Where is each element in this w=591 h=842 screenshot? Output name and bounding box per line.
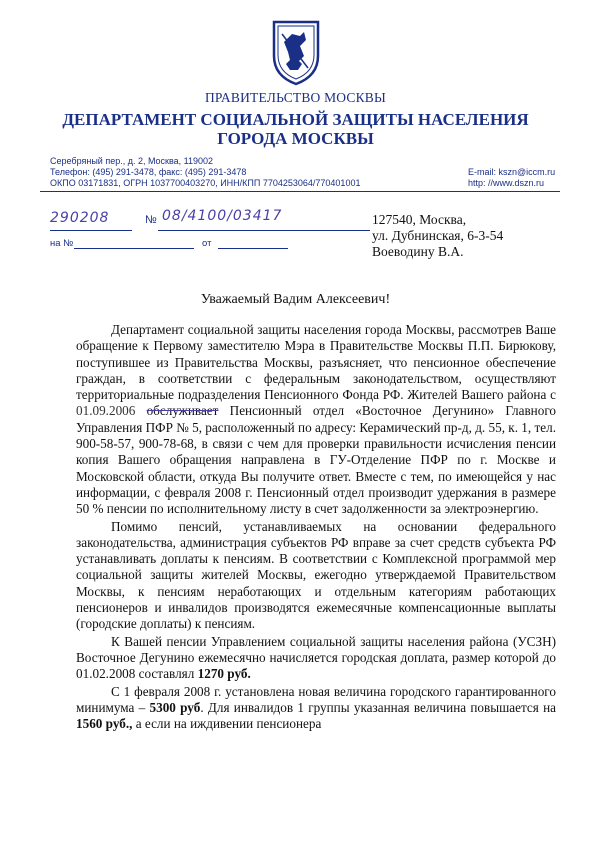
outgoing-date: 290208 xyxy=(50,210,110,226)
p1-space xyxy=(135,403,146,418)
registry-codes: ОКПО 03171831, ОГРН 1037700403270, ИНН/КПП 7704253064/770401001 xyxy=(50,178,361,188)
addressee-name: Воеводину В.А. xyxy=(372,244,464,259)
department-title xyxy=(0,110,591,148)
reference-number-label: на № xyxy=(50,238,74,249)
p1-text-c: Пенсионный отдел «Восточное Дегунино» Главного Управления ПФР № 5, расположенный по адресу: Керамический пр-д, д. 55, к. 1, тел. 900-58-57, 900-78-68, в связи с чем для проверки правильности исчисления пенсии копия Вашего обращения направлена в ГУ-Отделение ПФР по г. Москве и Московской области, откуда Вы получите ответ. Вместе с тем, по имеющейся у нас информации, с февраля 2008 г. Пенсионный отдел производит удержания в размере 50 % пенсии по исполнительному листу в счет задолженности за электроэнергию. xyxy=(76,403,557,517)
paragraph-3 xyxy=(76,634,556,683)
p4-text-a: С 1 февраля 2008 г. установлена новая величина городского гарантированного минимума – xyxy=(76,683,556,715)
number-underline xyxy=(158,230,370,231)
paragraph-4 xyxy=(76,684,556,733)
email-address: E-mail: kszn@iccm.ru xyxy=(468,167,556,177)
addressee-postal: 127540, Москва, xyxy=(372,212,467,227)
reference-date-label: от xyxy=(202,238,212,249)
outgoing-number: 08/4100/03417 xyxy=(162,208,283,224)
header-divider xyxy=(40,191,560,192)
government-title: ПРАВИТЕЛЬСТВО МОСКВЫ xyxy=(204,90,386,105)
p4-increase-amount: 1560 руб., xyxy=(76,716,133,732)
p4-minimum-amount: 5300 руб xyxy=(149,699,201,715)
p1-struck-word: обслуживает xyxy=(146,403,219,419)
department-title-line1: ДЕПАРТАМЕНТ СОЦИАЛЬНОЙ ЗАЩИТЫ НАСЕЛЕНИЯ xyxy=(62,110,529,129)
reference-line xyxy=(50,238,350,256)
paragraph-2: Помимо пенсий, устанавливаемых на основании федерального законодательства, администрация субъектов РФ вправе за счет средств субъекта РФ устанавливать доплаты к пенсиям. В соответствии с Комплексной программой мер социальной защиты жителей Москвы, ежегодно утверждаемой Правительством Москвы, к пенсиям неработающих и отдельным категориям работающих пенсионеров и инвалидов производятся ежемесячные компенсационные выплаты (городские доплаты) к пенсиям. xyxy=(76,518,556,632)
p4-text-c: а если на иждивении пенсионера xyxy=(132,716,322,732)
date-underline xyxy=(50,230,132,231)
department-title-line2: ГОРОДА МОСКВЫ xyxy=(217,129,374,148)
website: http: //www.dszn.ru xyxy=(468,178,545,188)
greeting: Уважаемый Вадим Алексеевич! xyxy=(200,292,391,307)
reference-number-blank xyxy=(74,248,194,249)
paragraph-1 xyxy=(76,322,556,518)
p1-text-a: Департамент социальной защиты населения города Москвы, рассмотрев Ваше обращение к Первому заместителю Мэра в Правительстве Москвы П.П. Бирюкову, поступившее из Правительства Москвы, разъясняет, что пенсионное обеспечение граждан, в соответствии с федеральным законодательством, осуществляют территориальные подразделения Пенсионного Фонда РФ. Жителей Вашего района с xyxy=(76,322,556,403)
p4-text-b: . Для инвалидов 1 группы указанная величина повышается на xyxy=(200,699,556,715)
p1-date-handwritten: 01.09.2006 xyxy=(76,403,136,419)
number-label: № xyxy=(145,214,157,226)
addressee-block xyxy=(372,212,503,260)
addressee-street: ул. Дубнинская, 6-3-54 xyxy=(372,228,504,243)
registration-line xyxy=(50,208,350,234)
letter-body xyxy=(76,322,556,733)
phone-fax: Телефон: (495) 291-3478, факс: (495) 291-3478 xyxy=(50,167,247,177)
contact-details xyxy=(50,156,360,189)
postal-address: Серебряный пер., д. 2, Москва, 119002 xyxy=(50,156,214,166)
p3-amount: 1270 руб. xyxy=(197,666,251,682)
online-contacts xyxy=(468,167,555,189)
moscow-coat-of-arms-icon xyxy=(270,16,322,86)
p3-text: К Вашей пенсии Управлением социальной защиты населения района (УСЗН) Восточное Дегунино ежемесячно начисляется городская доплата, размер которой до 01.02.2008 составлял xyxy=(76,633,556,682)
reference-date-blank xyxy=(218,248,288,249)
